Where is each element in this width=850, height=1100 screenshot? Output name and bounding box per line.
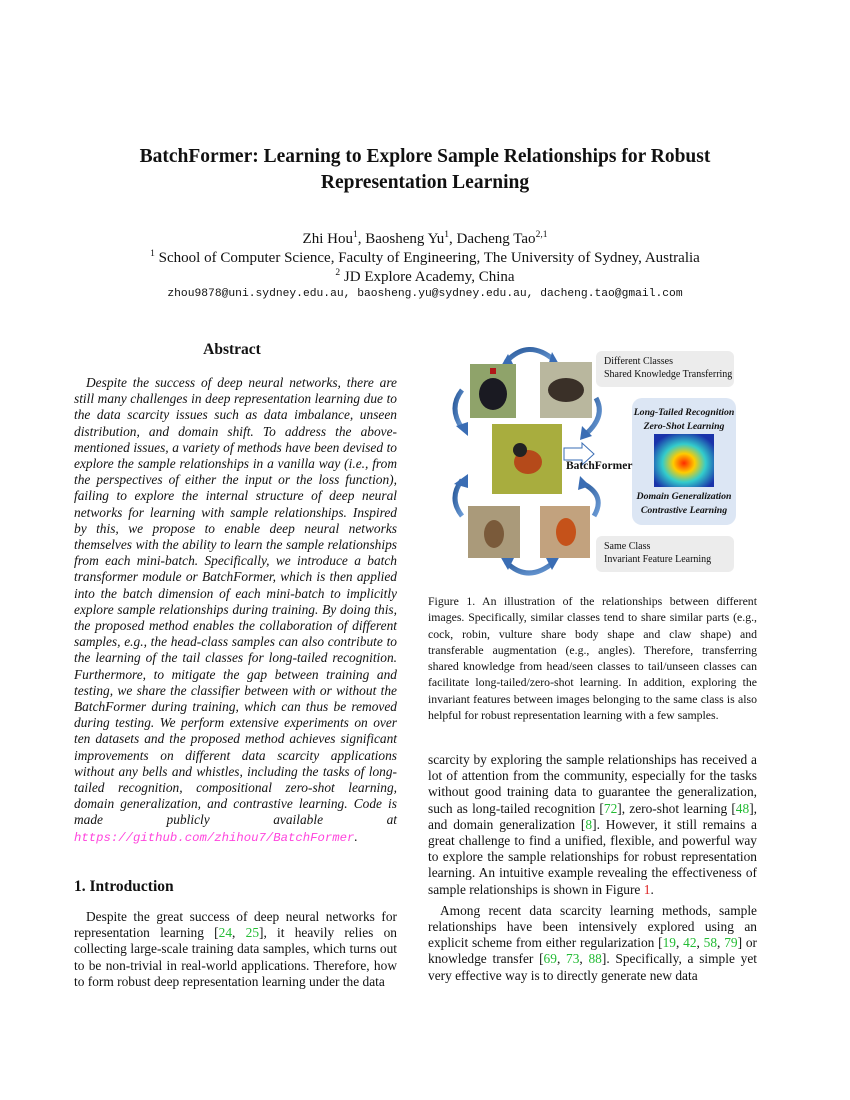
- text-run: ,: [717, 935, 725, 951]
- abstract-end: .: [354, 828, 358, 844]
- tasks-box: [632, 398, 736, 525]
- text-run: ,: [232, 925, 246, 941]
- text-run: ,: [579, 951, 589, 967]
- author-name: Dacheng Tao: [456, 231, 536, 247]
- text-run: ,: [556, 951, 567, 967]
- title-line-1: BatchFormer: Learning to Explore Sample Relationships for Robust: [139, 146, 711, 167]
- text-run: ,: [675, 935, 684, 951]
- figure-1: [448, 340, 748, 580]
- text-run: ]. Specifically, a simple yet very effective way is to directly generate new data: [428, 951, 757, 983]
- section-heading-introduction: 1. Introduction: [74, 878, 174, 895]
- arrow-top: [506, 349, 554, 362]
- citation-link[interactable]: 72: [603, 800, 618, 816]
- author-list: Zhi Hou$^1$, Baosheng Yu$^1$, Dacheng Tao$^{2,1}$: [302, 230, 548, 247]
- citation-link[interactable]: 73: [566, 951, 580, 967]
- citation-link[interactable]: 58: [703, 935, 718, 951]
- task-domain-generalization: Domain Generalization: [636, 491, 732, 502]
- author-emails: zhou9878@uni.sydney.edu.au, baosheng.yu@sydney.edu.au, dacheng.tao@gmail.com: [167, 288, 683, 300]
- citation-link[interactable]: 8: [585, 816, 593, 832]
- text-run: ]. However, it still remains a great challenge to find a unified, flexible, and powerful way to explore the sample relationships for robust representation learning. An intuitive example revealing the effectiveness of sample relationships is shown in Figure: [428, 816, 757, 897]
- citation-link[interactable]: 19: [662, 935, 676, 951]
- citation-link[interactable]: 42: [683, 935, 697, 951]
- task-zero-shot: Zero-Shot Learning: [643, 421, 725, 432]
- text-run: ], zero-shot learning [: [617, 800, 736, 816]
- affiliation-sup: 1: [150, 249, 155, 259]
- author-sup: 1: [352, 230, 358, 240]
- author-sup: 1: [444, 230, 449, 240]
- arrow-bottom: [506, 562, 554, 573]
- affiliation-text: JD Explore Academy, China: [343, 269, 515, 285]
- text-run: scarcity by exploring the sample relationships has received a lot of attention from the community, especially for the tasks without good training data to guarantee the generalization, such as long-tailed recognition [: [428, 752, 757, 816]
- task-contrastive: Contrastive Learning: [640, 505, 728, 516]
- citation-link[interactable]: 25: [245, 925, 260, 941]
- right-column-text: [428, 752, 757, 984]
- citation-link[interactable]: 48: [735, 800, 750, 816]
- box-line: Invariant Feature Learning: [604, 554, 712, 565]
- affiliation-2: [60, 263, 790, 287]
- text-run: Among recent data scarcity learning methods, sample relationships have been intensively explored using an explicit scheme from either regularization [: [428, 902, 757, 951]
- title-line-2: Representation Learning: [320, 172, 530, 193]
- text-run: ,: [696, 935, 704, 951]
- citation-link[interactable]: 88: [588, 951, 602, 967]
- text-run: ] or knowledge transfer [: [428, 935, 757, 967]
- task-long-tailed: Long-Tailed Recognition: [633, 407, 735, 418]
- different-classes-box: [596, 351, 734, 387]
- abstract-text: Despite the success of deep neural networks, there are still many challenges in deep representation learning due to the data scarcity issues such as data imbalance, unseen distribution, and domain shift. To address the above-mentioned issues, a variety of methods have been devised to explore the sample relationships in a vanilla way (i.e., from the perspectives of either the input or the loss function), failing to explore the internal structure of deep neural networks for learning with sample relationships. Inspired by this, we propose to enable deep neural networks themselves with the ability to learn the sample relationships from each mini-batch. Specifically, we introduce a batch transformer module or BatchFormer, which is then applied into the batch dimension of each mini-batch to implicitly explore sample relationships during training. By doing this, the proposed method enables the collaboration of different samples, e.g., the head-class samples can also contribute to the learning of the tail classes for long-tailed recognition. Furthermore, to mitigate the gap between training and testing, we share the classifier between with or without the BatchFormer during training, which can thus be removed during testing. We perform extensive experiments on over ten datasets and the proposed method achieves significant improvements on different data scarcity applications without any bells and whistles, including the tasks of long-tailed recognition, compositional zero-shot learning, domain generalization, and contrastive learning. Code is made publicly available at: [74, 375, 397, 828]
- arrow-left-top: [455, 390, 462, 428]
- box-line: Different Classes: [604, 356, 673, 367]
- text-run: .: [650, 881, 654, 897]
- affiliation-sup: 2: [335, 268, 341, 278]
- citation-link[interactable]: 79: [724, 935, 738, 951]
- paragraph: [428, 752, 757, 898]
- abstract-body: [74, 375, 397, 846]
- abstract-heading: Abstract: [203, 341, 261, 358]
- figure-ref-link[interactable]: 1: [643, 881, 651, 897]
- paragraph: [428, 903, 757, 984]
- author-name: Zhi Hou: [302, 231, 353, 247]
- batchformer-label: BatchFormer: [566, 460, 633, 472]
- box-line: Shared Knowledge Transferring: [604, 369, 733, 380]
- citation-link[interactable]: 24: [218, 925, 233, 941]
- box-line: Same Class: [604, 541, 651, 552]
- author-sup: 2,1: [535, 230, 548, 240]
- figure-caption: Figure 1. An illustration of the relationships between different images. Specifically, similar classes tend to share similar parts (e.g., cock, robin, vulture share body shape and claw shape) and transferable augmentation (e.g., angles). Therefore, transferring shared knowledge from head/seen classes to tail/unseen classes can facilitate long-tailed/zero-shot learning. In addition, exploring the invariant features between images belonging to the same class is also helpful for robust representation learning with a few samples.: [428, 594, 757, 723]
- author-name: Baosheng Yu: [365, 231, 445, 247]
- paper-title: [60, 144, 790, 196]
- code-link[interactable]: https://github.com/zhihou7/BatchFormer: [74, 830, 355, 845]
- same-class-box: [596, 536, 734, 572]
- citation-link[interactable]: 69: [543, 951, 557, 967]
- text-run: ], and domain generalization [: [428, 800, 757, 832]
- heatmap-image: [654, 434, 714, 487]
- text-run: Despite the great success of deep neural networks for representation learning [: [74, 909, 397, 941]
- text-run: ], it heavily relies on collecting large-scale training data samples, which turns out to be non-trivial in real-world applications. Therefore, how to form robust deep representation learning under the data: [74, 925, 397, 989]
- intro-paragraph: [74, 909, 397, 990]
- affiliation-text: School of Computer Science, Faculty of Engineering, The University of Sydney, Australia: [158, 250, 700, 266]
